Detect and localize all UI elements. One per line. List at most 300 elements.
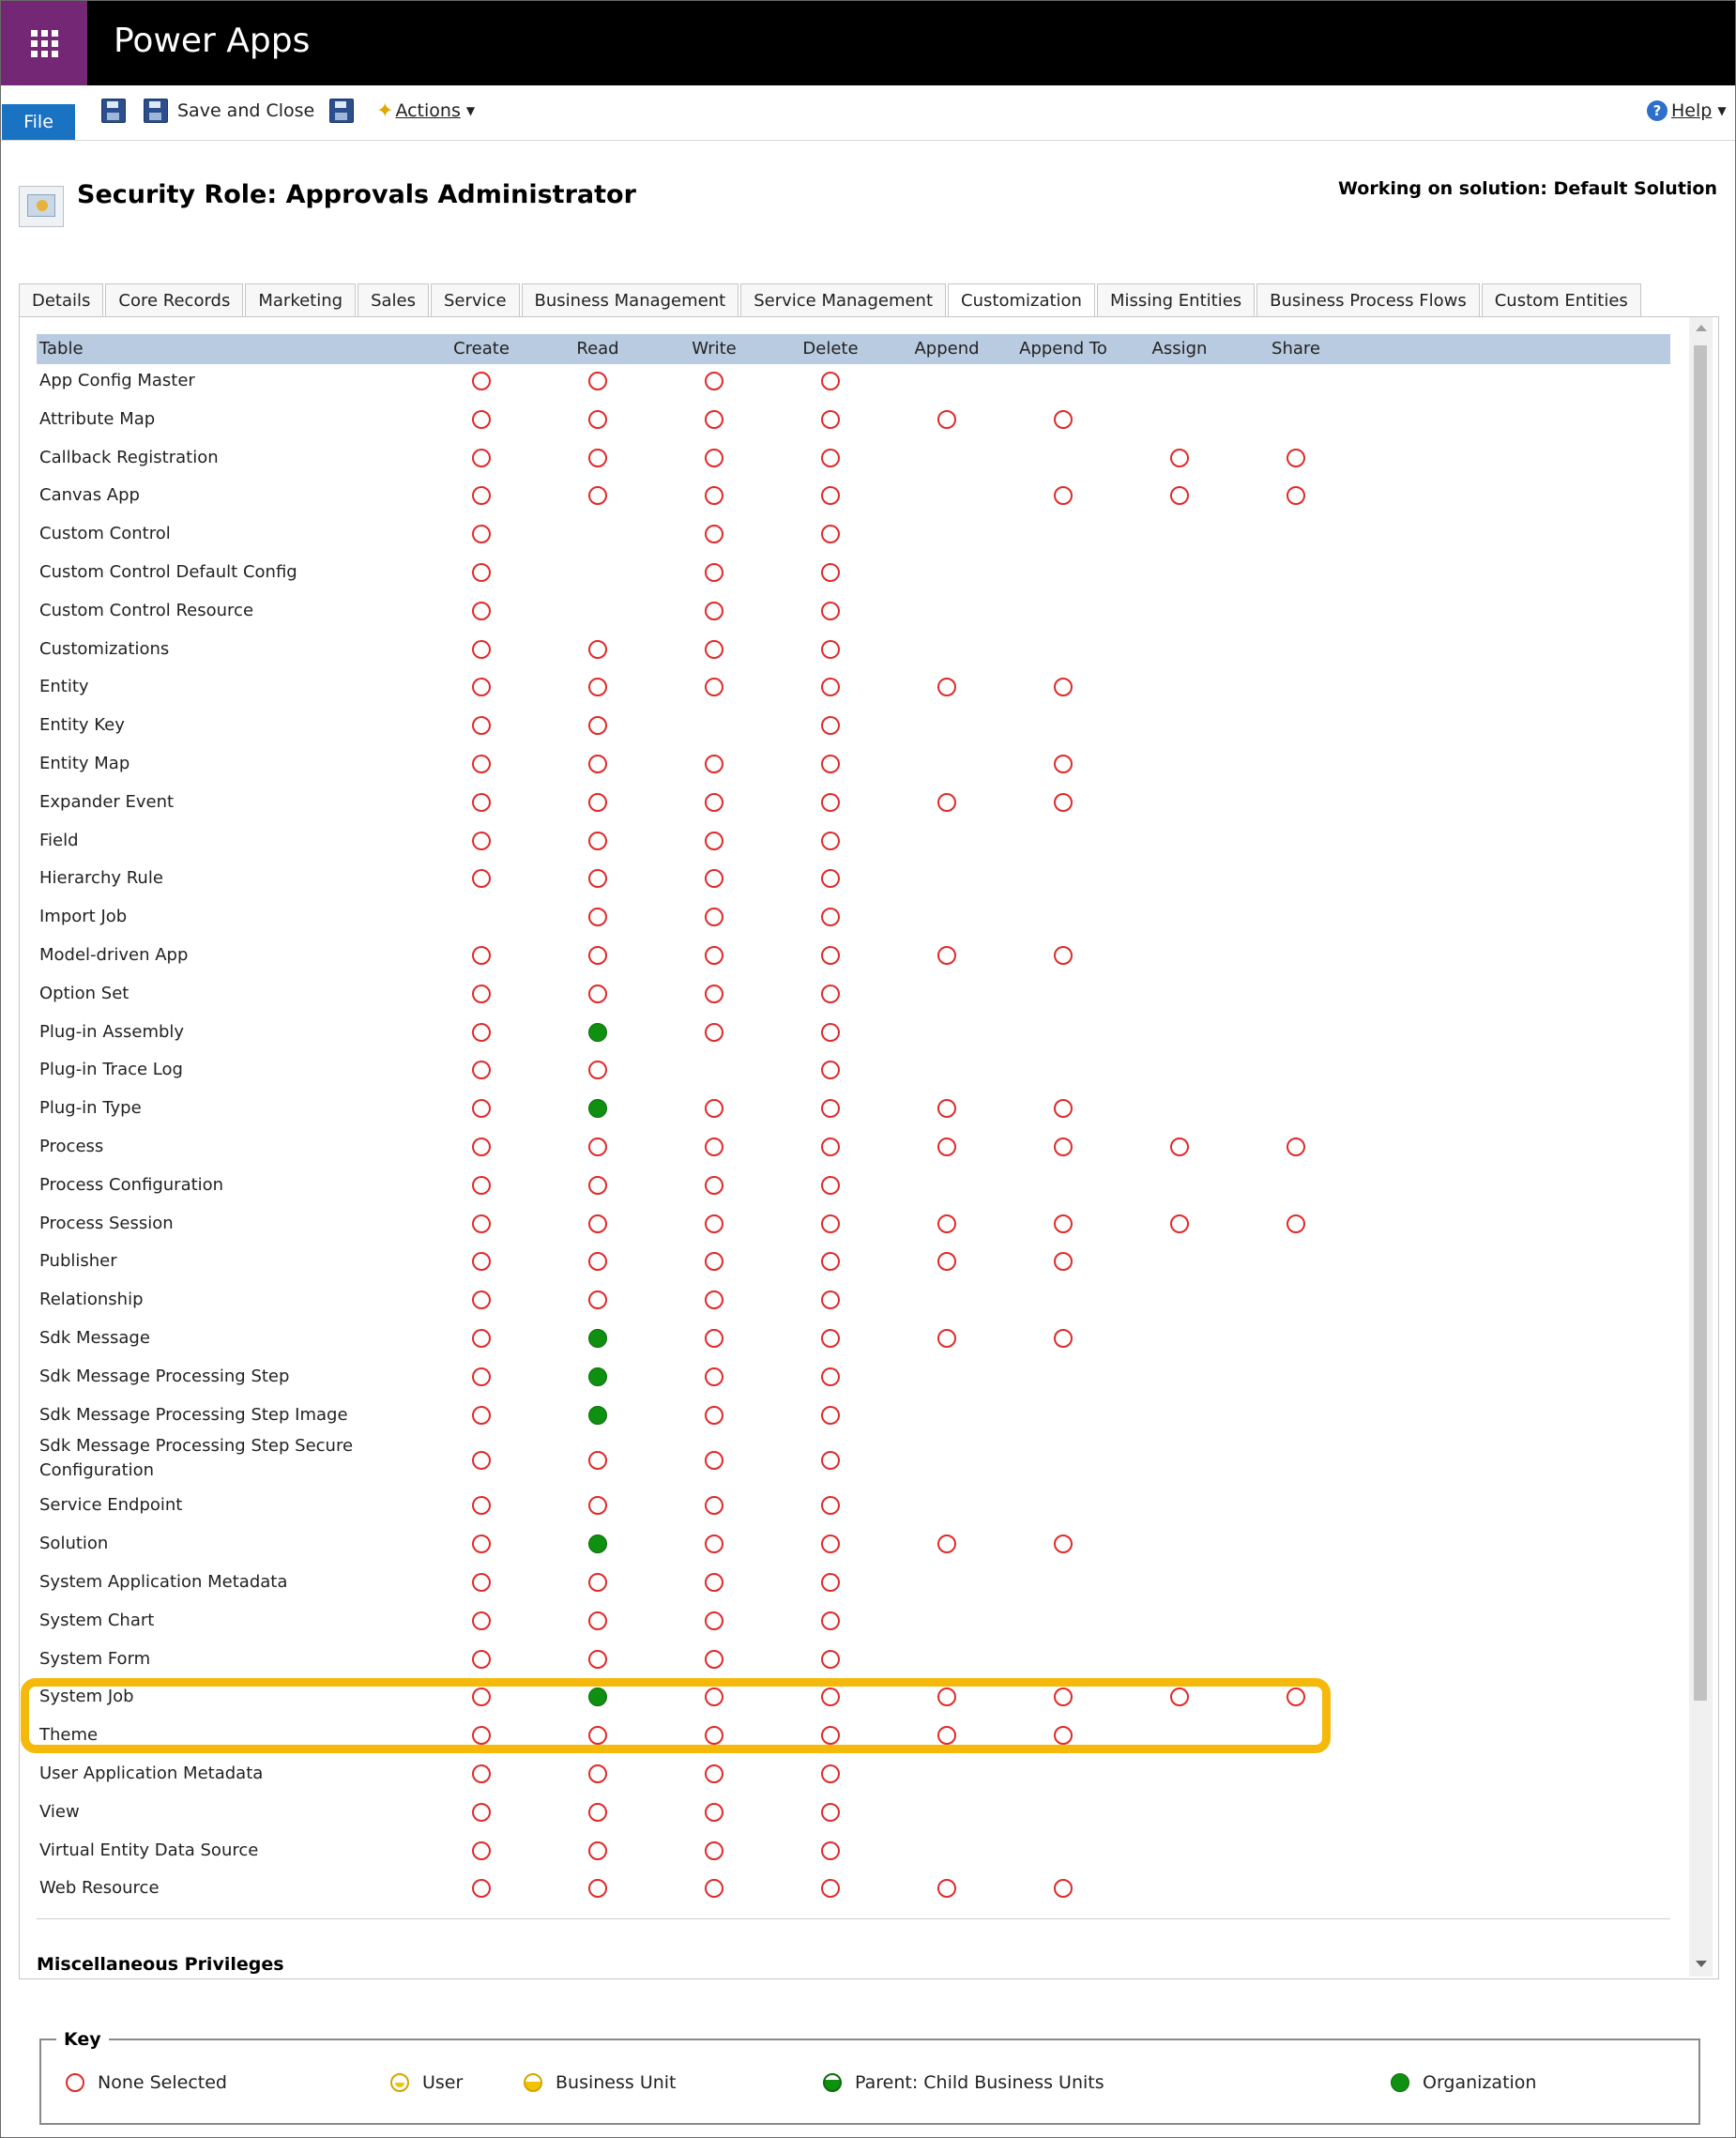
row-table-name[interactable]: Web Resource — [39, 1878, 160, 1899]
tab-core-records[interactable]: Core Records — [105, 283, 243, 316]
row-table-name[interactable]: Field — [39, 830, 79, 850]
none-selected-privilege-icon[interactable] — [472, 1061, 491, 1079]
none-selected-privilege-icon[interactable] — [821, 1611, 840, 1630]
none-selected-privilege-icon[interactable] — [472, 1764, 491, 1783]
row-table-name[interactable]: Process — [39, 1137, 104, 1156]
none-selected-privilege-icon[interactable] — [705, 755, 723, 773]
none-selected-privilege-icon[interactable] — [472, 1252, 491, 1271]
none-selected-privilege-icon[interactable] — [588, 640, 607, 659]
none-selected-privilege-icon[interactable] — [472, 1841, 491, 1860]
none-selected-privilege-icon[interactable] — [472, 1099, 491, 1118]
tab-business-process-flows[interactable]: Business Process Flows — [1256, 283, 1480, 316]
none-selected-privilege-icon[interactable] — [821, 1367, 840, 1386]
none-selected-privilege-icon[interactable] — [1054, 1329, 1073, 1348]
none-selected-privilege-icon[interactable] — [472, 946, 491, 965]
tab-missing-entities[interactable]: Missing Entities — [1097, 283, 1255, 316]
row-table-name[interactable]: Custom Control — [39, 524, 171, 544]
none-selected-privilege-icon[interactable] — [472, 1803, 491, 1822]
none-selected-privilege-icon[interactable] — [821, 1176, 840, 1195]
privilege-grid-header — [37, 334, 1670, 364]
app-launcher-button[interactable] — [1, 1, 87, 85]
none-selected-privilege-icon[interactable] — [588, 1061, 607, 1079]
none-selected-privilege-icon[interactable] — [1287, 449, 1305, 467]
column-header-table[interactable]: Table — [39, 339, 84, 359]
none-selected-privilege-icon[interactable] — [705, 525, 723, 543]
none-selected-privilege-icon[interactable] — [1170, 1138, 1189, 1156]
none-selected-privilege-icon[interactable] — [937, 793, 956, 812]
none-selected-privilege-icon[interactable] — [705, 602, 723, 620]
none-selected-privilege-icon[interactable] — [937, 1879, 956, 1898]
row-table-name[interactable]: Expander Event — [39, 791, 175, 812]
none-selected-privilege-icon[interactable] — [1054, 1214, 1073, 1233]
none-selected-privilege-icon[interactable] — [821, 908, 840, 926]
none-selected-privilege-icon[interactable] — [588, 410, 607, 429]
none-selected-privilege-icon[interactable] — [821, 1252, 840, 1271]
page-title: Security Role: Approvals Administrator — [77, 180, 636, 209]
row-table-name[interactable]: Import Job — [39, 907, 128, 927]
none-selected-privilege-icon[interactable] — [588, 946, 607, 965]
row-table-name[interactable]: Callback Registration — [39, 447, 219, 467]
row-table-name[interactable]: Plug-in Trace Log — [39, 1060, 183, 1080]
row-table-name[interactable]: Attribute Map — [39, 408, 156, 429]
row-table-name[interactable]: Entity Map — [39, 754, 130, 773]
none-selected-privilege-icon[interactable] — [937, 1138, 956, 1156]
none-selected-privilege-icon[interactable] — [705, 1687, 723, 1706]
none-selected-privilege-icon[interactable] — [821, 1803, 840, 1822]
none-selected-privilege-icon[interactable] — [821, 1451, 840, 1470]
save-new-icon — [329, 99, 354, 123]
organization-privilege-icon[interactable] — [588, 1367, 607, 1386]
none-selected-privilege-icon[interactable] — [705, 449, 723, 467]
none-selected-privilege-icon[interactable] — [1170, 1214, 1189, 1233]
none-selected-privilege-icon[interactable] — [821, 1329, 840, 1348]
waffle-icon — [31, 30, 58, 57]
actions-label: Actions — [395, 100, 461, 121]
column-header-delete[interactable]: Delete — [802, 339, 859, 359]
key-label: User — [422, 2072, 464, 2093]
save-button[interactable] — [101, 95, 126, 127]
none-selected-privilege-icon[interactable] — [705, 410, 723, 429]
row-table-name[interactable]: View — [39, 1801, 80, 1822]
tab-details[interactable]: Details — [19, 283, 103, 316]
none-selected-privilege-icon[interactable] — [705, 1611, 723, 1630]
none-selected-privilege-icon[interactable] — [705, 372, 723, 390]
row-table-name[interactable]: Custom Control Default Config — [39, 562, 297, 582]
none-selected-privilege-icon[interactable] — [821, 640, 840, 659]
tab-strip — [19, 283, 1643, 317]
none-selected-privilege-icon[interactable] — [1054, 1879, 1073, 1898]
none-selected-privilege-icon[interactable] — [472, 1611, 491, 1630]
save-and-close-button[interactable] — [144, 95, 314, 127]
chevron-down-icon: ▼ — [465, 104, 476, 117]
tab-customization[interactable]: Customization — [948, 283, 1095, 317]
none-selected-privilege-icon[interactable] — [821, 1496, 840, 1515]
none-selected-privilege-icon[interactable] — [821, 449, 840, 467]
file-button[interactable]: File — [2, 104, 75, 140]
business-unit-icon — [524, 2073, 542, 2092]
row-table-name[interactable]: Entity Key — [39, 715, 125, 736]
key-user — [390, 2072, 463, 2093]
none-selected-privilege-icon[interactable] — [821, 716, 840, 735]
none-selected-privilege-icon[interactable] — [705, 486, 723, 505]
none-selected-privilege-icon[interactable] — [1054, 755, 1073, 773]
none-selected-privilege-icon[interactable] — [821, 563, 840, 582]
none-selected-privilege-icon[interactable] — [1054, 1726, 1073, 1745]
none-selected-privilege-icon[interactable] — [937, 946, 956, 965]
none-selected-privilege-icon[interactable] — [472, 716, 491, 735]
tab-sales[interactable]: Sales — [358, 283, 429, 316]
key-label: Parent: Child Business Units — [855, 2072, 1104, 2093]
none-selected-privilege-icon[interactable] — [472, 1367, 491, 1386]
none-selected-privilege-icon[interactable] — [705, 832, 723, 850]
none-selected-privilege-icon[interactable] — [821, 1290, 840, 1309]
none-selected-privilege-icon[interactable] — [588, 1496, 607, 1515]
none-selected-privilege-icon[interactable] — [472, 410, 491, 429]
row-table-name[interactable]: System Job — [39, 1687, 134, 1707]
none-selected-privilege-icon[interactable] — [705, 563, 723, 582]
app-header — [1, 1, 1735, 85]
none-selected-privilege-icon[interactable] — [821, 1061, 840, 1079]
none-selected-privilege-icon[interactable] — [472, 832, 491, 850]
none-selected-privilege-icon[interactable] — [588, 1214, 607, 1233]
scroll-down-icon[interactable] — [1696, 1961, 1707, 1967]
none-selected-privilege-icon[interactable] — [472, 755, 491, 773]
none-selected-privilege-icon[interactable] — [821, 1841, 840, 1860]
none-selected-privilege-icon[interactable] — [937, 1535, 956, 1553]
none-selected-privilege-icon[interactable] — [588, 832, 607, 850]
none-selected-privilege-icon[interactable] — [588, 1176, 607, 1195]
none-selected-privilege-icon[interactable] — [472, 869, 491, 888]
none-selected-privilege-icon[interactable] — [821, 793, 840, 812]
none-selected-privilege-icon[interactable] — [705, 1099, 723, 1118]
row-table-name[interactable]: App Config Master — [39, 371, 195, 390]
none-selected-privilege-icon[interactable] — [588, 1290, 607, 1309]
none-selected-privilege-icon[interactable] — [705, 1496, 723, 1515]
row-table-name[interactable]: Canvas App — [39, 485, 140, 506]
save-icon — [101, 99, 126, 123]
row-table-name[interactable]: Sdk Message — [39, 1328, 150, 1348]
none-selected-privilege-icon[interactable] — [588, 678, 607, 696]
none-selected-privilege-icon[interactable] — [1054, 793, 1073, 812]
none-selected-privilege-icon[interactable] — [588, 1451, 607, 1470]
none-selected-privilege-icon[interactable] — [705, 1803, 723, 1822]
none-selected-privilege-icon[interactable] — [472, 1138, 491, 1156]
app-title: Power Apps — [114, 22, 311, 60]
actions-menu[interactable] — [376, 95, 475, 127]
none-selected-privilege-icon[interactable] — [821, 1726, 840, 1745]
none-selected-privilege-icon[interactable] — [472, 1573, 491, 1592]
column-header-share[interactable]: Share — [1272, 339, 1320, 359]
none-selected-privilege-icon[interactable] — [588, 793, 607, 812]
none-selected-privilege-icon[interactable] — [1287, 1214, 1305, 1233]
none-selected-privilege-icon[interactable] — [705, 1726, 723, 1745]
none-selected-privilege-icon[interactable] — [588, 1573, 607, 1592]
none-selected-privilege-icon[interactable] — [1170, 1687, 1189, 1706]
none-selected-privilege-icon[interactable] — [821, 1535, 840, 1553]
none-selected-privilege-icon[interactable] — [937, 1687, 956, 1706]
none-selected-privilege-icon[interactable] — [821, 1214, 840, 1233]
row-table-name[interactable]: Solution — [39, 1534, 109, 1554]
column-header-append[interactable]: Append — [914, 339, 980, 359]
none-selected-privilege-icon[interactable] — [472, 525, 491, 543]
none-selected-privilege-icon[interactable] — [937, 1252, 956, 1271]
none-selected-privilege-icon[interactable] — [1054, 678, 1073, 696]
none-selected-privilege-icon[interactable] — [472, 1650, 491, 1669]
row-table-name[interactable]: Process Configuration — [39, 1174, 224, 1195]
tab-custom-entities[interactable]: Custom Entities — [1482, 283, 1641, 316]
none-selected-privilege-icon[interactable] — [588, 1764, 607, 1783]
none-selected-privilege-icon[interactable] — [705, 793, 723, 812]
none-selected-privilege-icon[interactable] — [472, 486, 491, 505]
none-selected-privilege-icon[interactable] — [821, 1879, 840, 1898]
row-table-name[interactable]: Entity — [39, 677, 89, 697]
none-selected-privilege-icon[interactable] — [937, 678, 956, 696]
tab-business-management[interactable]: Business Management — [522, 283, 739, 316]
key-label: Business Unit — [556, 2072, 677, 2093]
row-table-name[interactable]: Sdk Message Processing Step Image — [39, 1404, 348, 1425]
none-selected-privilege-icon[interactable] — [705, 1329, 723, 1348]
none-selected-privilege-icon[interactable] — [821, 1099, 840, 1118]
none-selected-privilege-icon[interactable] — [472, 1726, 491, 1745]
key-parent-child — [823, 2072, 1104, 2093]
none-selected-privilege-icon[interactable] — [705, 1573, 723, 1592]
user-level-icon — [390, 2073, 409, 2092]
none-selected-privilege-icon[interactable] — [588, 716, 607, 735]
none-selected-privilege-icon[interactable] — [1287, 1138, 1305, 1156]
save-new-button[interactable] — [329, 95, 354, 127]
none-selected-privilege-icon[interactable] — [588, 1841, 607, 1860]
none-selected-privilege-icon[interactable] — [705, 1023, 723, 1042]
key-none-selected — [66, 2072, 227, 2093]
help-menu[interactable] — [1647, 95, 1727, 127]
column-header-create[interactable]: Create — [453, 339, 510, 359]
none-selected-privilege-icon[interactable] — [588, 372, 607, 390]
none-selected-privilege-icon[interactable] — [705, 1841, 723, 1860]
none-selected-privilege-icon[interactable] — [588, 1252, 607, 1271]
organization-privilege-icon[interactable] — [588, 1329, 607, 1348]
scroll-up-icon[interactable] — [1696, 325, 1707, 331]
key-organization — [1391, 2072, 1536, 2093]
row-table-name[interactable]: Theme — [39, 1725, 99, 1746]
parent-child-bu-icon — [823, 2073, 842, 2092]
none-selected-privilege-icon[interactable] — [588, 1650, 607, 1669]
none-selected-privilege-icon[interactable] — [472, 563, 491, 582]
none-selected-privilege-icon[interactable] — [821, 1138, 840, 1156]
key-label: None Selected — [98, 2072, 227, 2093]
row-table-name[interactable]: Process Session — [39, 1213, 174, 1233]
none-selected-privilege-icon[interactable] — [705, 985, 723, 1003]
none-selected-privilege-icon[interactable] — [1054, 1138, 1073, 1156]
row-table-name[interactable]: System Chart — [39, 1610, 155, 1630]
none-selected-privilege-icon[interactable] — [588, 985, 607, 1003]
row-table-name[interactable]: Sdk Message Processing Step — [39, 1366, 290, 1386]
none-selected-privilege-icon[interactable] — [705, 1879, 723, 1898]
none-selected-privilege-icon[interactable] — [472, 1535, 491, 1553]
none-selected-privilege-icon[interactable] — [1287, 1687, 1305, 1706]
none-selected-privilege-icon[interactable] — [821, 832, 840, 850]
none-selected-privilege-icon[interactable] — [705, 869, 723, 888]
none-selected-privilege-icon[interactable] — [821, 985, 840, 1003]
solution-label: Working on solution: Default Solution — [1337, 178, 1717, 199]
organization-privilege-icon[interactable] — [588, 1099, 607, 1118]
help-icon: ? — [1647, 100, 1667, 121]
none-selected-privilege-icon[interactable] — [1054, 410, 1073, 429]
none-selected-privilege-icon[interactable] — [472, 1879, 491, 1898]
none-selected-privilege-icon[interactable] — [472, 1406, 491, 1425]
organization-privilege-icon[interactable] — [588, 1023, 607, 1042]
none-selected-privilege-icon[interactable] — [705, 1252, 723, 1271]
vertical-scrollbar[interactable] — [1689, 317, 1713, 1977]
none-selected-privilege-icon[interactable] — [472, 449, 491, 467]
none-selected-privilege-icon[interactable] — [472, 1176, 491, 1195]
column-header-assign[interactable]: Assign — [1151, 339, 1208, 359]
row-table-name[interactable]: Plug-in Assembly — [39, 1021, 185, 1042]
none-selected-privilege-icon[interactable] — [1287, 486, 1305, 505]
none-selected-privilege-icon[interactable] — [588, 1611, 607, 1630]
none-selected-privilege-icon[interactable] — [821, 678, 840, 696]
none-selected-privilege-icon[interactable] — [705, 640, 723, 659]
none-selected-privilege-icon[interactable] — [1170, 449, 1189, 467]
row-table-name[interactable]: Hierarchy Rule — [39, 868, 163, 889]
column-header-read[interactable]: Read — [576, 339, 619, 359]
column-header-write[interactable]: Write — [692, 339, 737, 359]
none-selected-privilege-icon[interactable] — [472, 372, 491, 390]
none-selected-privilege-icon[interactable] — [937, 1329, 956, 1348]
none-selected-privilege-icon[interactable] — [472, 602, 491, 620]
row-table-name[interactable]: Virtual Entity Data Source — [39, 1840, 259, 1860]
save-close-icon — [144, 99, 168, 123]
none-selected-privilege-icon[interactable] — [1054, 486, 1073, 505]
none-selected-privilege-icon[interactable] — [705, 1764, 723, 1783]
command-ribbon — [1, 85, 1735, 141]
none-selected-privilege-icon[interactable] — [937, 410, 956, 429]
none-selected-privilege-icon[interactable] — [821, 1023, 840, 1042]
none-selected-privilege-icon[interactable] — [705, 678, 723, 696]
grid-divider — [37, 1918, 1670, 1919]
none-selected-privilege-icon[interactable] — [705, 1176, 723, 1195]
none-selected-privilege-icon[interactable] — [821, 1573, 840, 1592]
none-selected-privilege-icon[interactable] — [588, 869, 607, 888]
row-table-name[interactable]: Plug-in Type — [39, 1098, 142, 1119]
none-selected-privilege-icon[interactable] — [821, 1406, 840, 1425]
none-selected-privilege-icon[interactable] — [472, 985, 491, 1003]
none-selected-privilege-icon[interactable] — [937, 1214, 956, 1233]
none-selected-privilege-icon[interactable] — [588, 908, 607, 926]
row-table-name[interactable]: Relationship — [39, 1290, 144, 1310]
none-selected-privilege-icon[interactable] — [1054, 1535, 1073, 1553]
none-selected-privilege-icon[interactable] — [472, 1329, 491, 1348]
none-selected-privilege-icon[interactable] — [705, 1406, 723, 1425]
none-selected-icon — [66, 2073, 84, 2092]
row-table-name[interactable]: Publisher — [39, 1251, 117, 1272]
none-selected-privilege-icon[interactable] — [705, 1535, 723, 1553]
none-selected-privilege-icon[interactable] — [472, 1023, 491, 1042]
row-table-name[interactable]: User Application Metadata — [39, 1764, 264, 1783]
row-table-name[interactable]: Sdk Message Processing Step Secure Configuration — [39, 1436, 354, 1481]
none-selected-privilege-icon[interactable] — [705, 908, 723, 926]
row-table-name[interactable]: Option Set — [39, 983, 129, 1003]
none-selected-privilege-icon[interactable] — [588, 1803, 607, 1822]
none-selected-privilege-icon[interactable] — [705, 1138, 723, 1156]
none-selected-privilege-icon[interactable] — [705, 1367, 723, 1386]
none-selected-privilege-icon[interactable] — [588, 449, 607, 467]
key-business-unit — [524, 2072, 677, 2093]
none-selected-privilege-icon[interactable] — [588, 1879, 607, 1898]
none-selected-privilege-icon[interactable] — [705, 946, 723, 965]
save-and-close-label: Save and Close — [177, 100, 315, 121]
none-selected-privilege-icon[interactable] — [705, 1214, 723, 1233]
none-selected-privilege-icon[interactable] — [588, 1138, 607, 1156]
none-selected-privilege-icon[interactable] — [472, 1214, 491, 1233]
row-table-name[interactable]: System Application Metadata — [39, 1572, 288, 1592]
organization-icon — [1391, 2073, 1409, 2092]
none-selected-privilege-icon[interactable] — [821, 1687, 840, 1706]
none-selected-privilege-icon[interactable] — [472, 678, 491, 696]
organization-privilege-icon[interactable] — [588, 1535, 607, 1553]
none-selected-privilege-icon[interactable] — [821, 869, 840, 888]
none-selected-privilege-icon[interactable] — [1054, 1099, 1073, 1118]
none-selected-privilege-icon[interactable] — [821, 410, 840, 429]
none-selected-privilege-icon[interactable] — [821, 946, 840, 965]
row-table-name[interactable]: Service Endpoint — [39, 1495, 183, 1516]
none-selected-privilege-icon[interactable] — [472, 1451, 491, 1470]
none-selected-privilege-icon[interactable] — [705, 1650, 723, 1669]
row-table-name[interactable]: System Form — [39, 1648, 151, 1669]
none-selected-privilege-icon[interactable] — [821, 602, 840, 620]
none-selected-privilege-icon[interactable] — [821, 1764, 840, 1783]
none-selected-privilege-icon[interactable] — [821, 755, 840, 773]
organization-privilege-icon[interactable] — [588, 1406, 607, 1425]
none-selected-privilege-icon[interactable] — [472, 640, 491, 659]
none-selected-privilege-icon[interactable] — [472, 1496, 491, 1515]
none-selected-privilege-icon[interactable] — [588, 755, 607, 773]
tab-service[interactable]: Service — [431, 283, 520, 316]
none-selected-privilege-icon[interactable] — [1054, 1252, 1073, 1271]
row-table-name[interactable]: Model-driven App — [39, 945, 189, 965]
help-label: Help — [1671, 100, 1713, 121]
none-selected-privilege-icon[interactable] — [937, 1726, 956, 1745]
none-selected-privilege-icon[interactable] — [472, 1290, 491, 1309]
none-selected-privilege-icon[interactable] — [705, 1451, 723, 1470]
none-selected-privilege-icon[interactable] — [1054, 946, 1073, 965]
tab-service-management[interactable]: Service Management — [740, 283, 946, 316]
row-table-name[interactable]: Custom Control Resource — [39, 600, 254, 620]
none-selected-privilege-icon[interactable] — [588, 1726, 607, 1745]
column-header-append-to[interactable]: Append To — [1019, 339, 1107, 359]
tab-marketing[interactable]: Marketing — [245, 283, 356, 316]
none-selected-privilege-icon[interactable] — [472, 1687, 491, 1706]
none-selected-privilege-icon[interactable] — [1170, 486, 1189, 505]
none-selected-privilege-icon[interactable] — [1054, 1687, 1073, 1706]
scroll-thumb[interactable] — [1694, 345, 1707, 1701]
none-selected-privilege-icon[interactable] — [705, 1290, 723, 1309]
none-selected-privilege-icon[interactable] — [937, 1099, 956, 1118]
none-selected-privilege-icon[interactable] — [821, 486, 840, 505]
misc-privileges-heading[interactable]: Miscellaneous Privileges — [37, 1954, 284, 1975]
none-selected-privilege-icon[interactable] — [472, 793, 491, 812]
security-role-icon — [19, 186, 64, 227]
none-selected-privilege-icon[interactable] — [821, 372, 840, 390]
actions-icon: ✦ — [376, 99, 394, 123]
none-selected-privilege-icon[interactable] — [588, 486, 607, 505]
row-table-name[interactable]: Customizations — [39, 638, 170, 659]
chevron-down-icon: ▼ — [1717, 104, 1727, 117]
organization-privilege-icon[interactable] — [588, 1687, 607, 1706]
key-label: Organization — [1423, 2072, 1537, 2093]
key-title: Key — [56, 2029, 109, 2050]
none-selected-privilege-icon[interactable] — [821, 1650, 840, 1669]
none-selected-privilege-icon[interactable] — [821, 525, 840, 543]
